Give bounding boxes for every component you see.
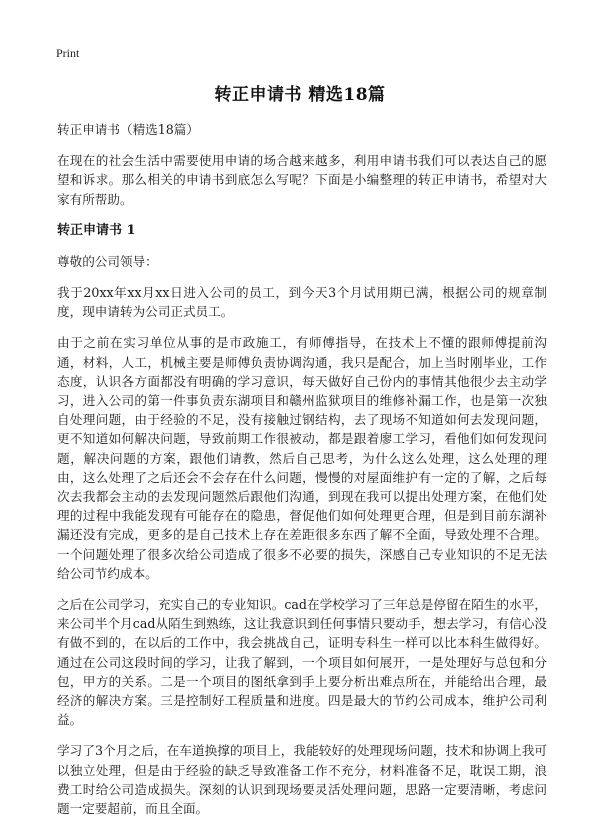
document-body bbox=[57, 120, 547, 830]
document-subtitle: 转正申请书（精选18篇） bbox=[57, 122, 199, 137]
body-paragraph-4: 学习了3个月之后，在车道换撑的项目上，我能较好的处理现场问题，技术和协调上我可以独立处理，但是由于经验的缺乏导致准备工作不充分，材料准备不足，耽误工期，浪费工时给公司造成损失。深刻的认识到现场要灵活处理问题，思路一定要清晰，考虑问题一定要超前，而且全面。 bbox=[57, 743, 547, 817]
intro-paragraph: 在现在的社会生活中需要使用申请的场合越来越多，利用申请书我们可以表达自己的愿望和诉求。那么相关的申请书到底怎么写呢？下面是小编整理的转正申请书，希望对大家有所帮助。 bbox=[57, 153, 547, 207]
body-paragraph-3: 之后在公司学习，充实自己的专业知识。cad在学校学习了三年总是停留在陌生的水平，来公司半个月cad从陌生到熟练，这让我意识到任何事情只要动手，想去学习，有信心没有做不到的，在以后的工作中，我会挑战自己，证明专科生一样可以比本科生做得好。通过在公司这段时间的学习，让我了解到，一个项目如何展开，一是处理好与总包和分包，甲方的关系。二是一个项目的图纸拿到手上要分析出难点所在，并能给出合理，最经济的解决方案。三是控制好工程质量和进度。四是最大的节约公司成本，维护公司利益。 bbox=[57, 597, 547, 728]
salutation: 尊敬的公司领导： bbox=[57, 253, 158, 269]
page-title: 转正申请书 精选18篇 bbox=[214, 85, 386, 105]
body-paragraph-1: 我于20xx年xx月xx日进入公司的员工，到今天3个月试用期已满，根据公司的规章制度，现申请转为公司正式员工。 bbox=[57, 285, 547, 320]
print-link[interactable]: Print bbox=[56, 46, 80, 60]
section-heading: 转正申请书 1 bbox=[57, 222, 136, 238]
body-paragraph-2: 由于之前在实习单位从事的是市政施工，有师傅指导，在技术上不懂的跟师傅提前沟通，材料，人工，机械主要是师傅负责协调沟通，我只是配合，加上当时刚毕业，工作态度，认识各方面都没有明确的学习意识，每天做好自己份内的事情其他很少去主动学习，进入公司的第一件事负责东湖项目和赣州监狱项目的维修补漏工作，也是第一次独自处理问题，由于经验的不足，没有接触过钢结构，去了现场不知道如何去发现问题，更不知道如何解决问题，导致前期工作很被动，都是跟着廖工学习，看他们如何发现问题，解决问题的方案，跟他们请教，然后自己思考，为什么这么处理，这么处理的理由，这么处理了之后还会不会存在什么问题，慢慢的对屋面维护有一定的了解，之后每次去我都会主动的去发现问题然后跟他们沟通，到现在我可以提出处理方案，在他们处理的过程中我能发现有可能存在的隐患，督促他们如何处理更合理，但是到目前东湖补漏还没有完成，更多的是自己技术上存在差距很多东西了解不全面，导致处理不合理。一个问题处理了很多次给公司造成了很多不必要的损失，深感自己专业知识的不足无法给公司节约成本。 bbox=[57, 335, 547, 581]
